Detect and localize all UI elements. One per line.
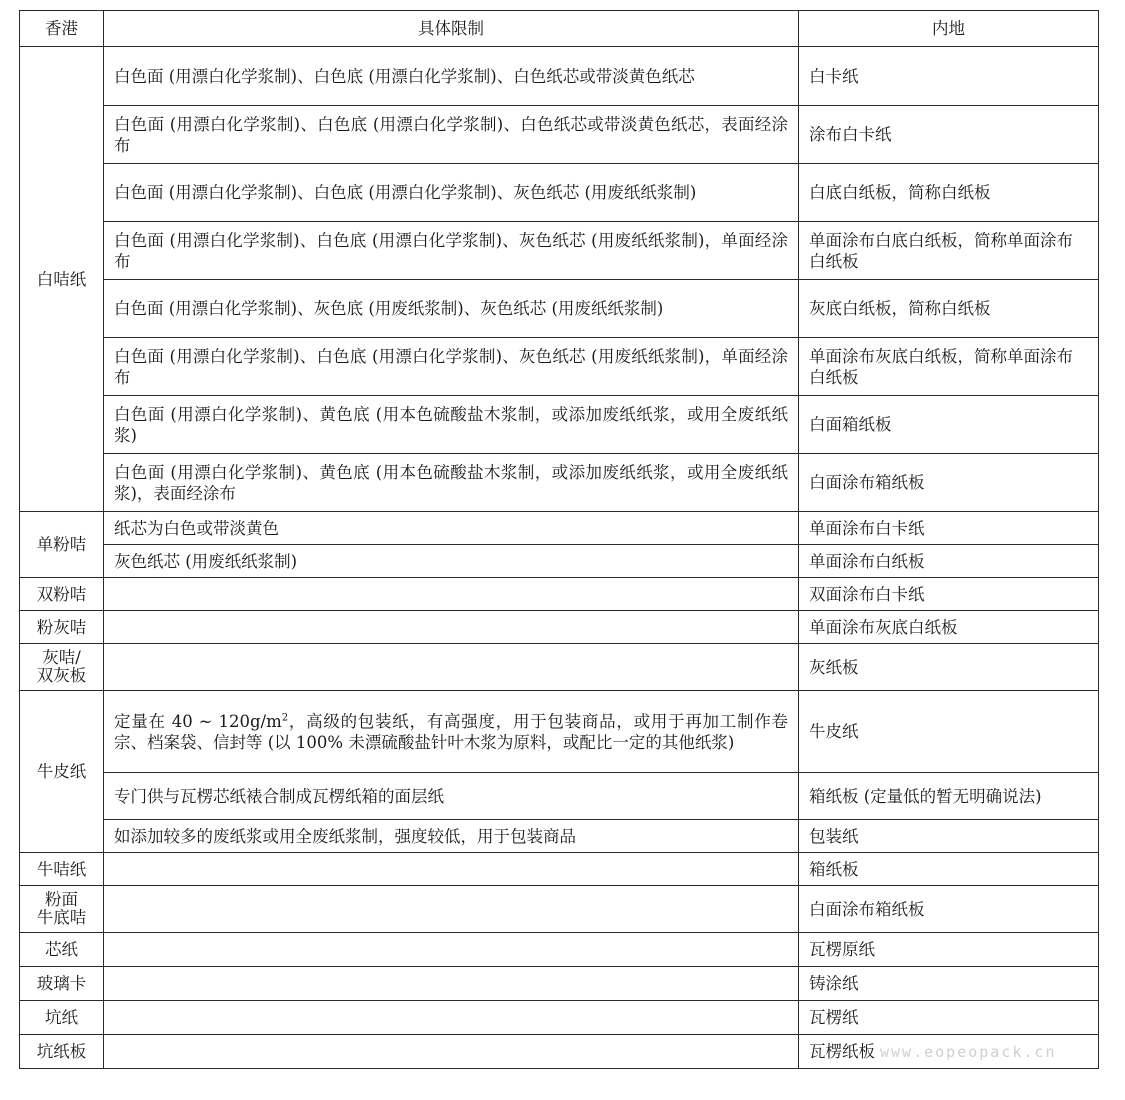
- table-row: [20, 47, 1099, 106]
- restriction-cell: 灰色纸芯 (用废纸纸浆制): [104, 545, 799, 578]
- paper-terminology-table: [19, 10, 1099, 1069]
- restriction-cell: 白色面 (用漂白化学浆制)、黄色底 (用本色硫酸盐木浆制，或添加废纸纸浆，或用全废纸纸浆)，表面经涂布: [104, 454, 799, 512]
- mainland-cell: 包装纸: [799, 820, 1099, 853]
- mainland-cell: 单面涂布灰底白纸板: [799, 611, 1099, 644]
- header-mainland: 内地: [799, 11, 1099, 47]
- hk-cell: 坑纸: [20, 1001, 104, 1035]
- table-row: [20, 454, 1099, 512]
- restriction-cell: [104, 933, 799, 967]
- hk-line: 牛底咭: [36, 908, 87, 927]
- mainland-cell: 单面涂布白底白纸板，简称单面涂布白纸板: [799, 222, 1099, 280]
- hk-cell-fenmian: [20, 886, 104, 933]
- mainland-cell: 单面涂布灰底白纸板，简称单面涂布白纸板: [799, 338, 1099, 396]
- header-restriction: 具体限制: [104, 11, 799, 47]
- restriction-cell: 白色面 (用漂白化学浆制)、白色底 (用漂白化学浆制)、灰色纸芯 (用废纸纸浆制)，单面经涂布: [104, 338, 799, 396]
- mainland-cell: 白底白纸板，简称白纸板: [799, 164, 1099, 222]
- table-row: [20, 933, 1099, 967]
- mainland-cell: 瓦楞原纸: [799, 933, 1099, 967]
- table-row: [20, 611, 1099, 644]
- mainland-cell: 铸涂纸: [799, 967, 1099, 1001]
- mainland-cell: 双面涂布白卡纸: [799, 578, 1099, 611]
- table-row: [20, 578, 1099, 611]
- mainland-cell: 瓦楞纸: [799, 1001, 1099, 1035]
- group-cell-niupi: 牛皮纸: [20, 691, 104, 853]
- mainland-cell: 瓦楞纸板: [799, 1035, 1099, 1069]
- restriction-cell: [104, 578, 799, 611]
- hk-cell: 芯纸: [20, 933, 104, 967]
- hk-cell: 坑纸板: [20, 1035, 104, 1069]
- table-row: [20, 967, 1099, 1001]
- group-cell-danfen: 单粉咭: [20, 512, 104, 578]
- hk-line: 双灰板: [36, 666, 87, 685]
- mainland-cell: 白面箱纸板: [799, 396, 1099, 454]
- mainland-cell: 白卡纸: [799, 47, 1099, 106]
- restriction-cell: 白色面 (用漂白化学浆制)、白色底 (用漂白化学浆制)、白色纸芯或带淡黄色纸芯: [104, 47, 799, 106]
- mainland-cell: 箱纸板 (定量低的暂无明确说法): [799, 773, 1099, 820]
- restriction-cell: 白色面 (用漂白化学浆制)、白色底 (用漂白化学浆制)、灰色纸芯 (用废纸纸浆制)，单面经涂布: [104, 222, 799, 280]
- table-row: [20, 164, 1099, 222]
- hk-cell-huijie: [20, 644, 104, 691]
- table-row: [20, 106, 1099, 164]
- restriction-cell: [104, 611, 799, 644]
- restriction-cell: [104, 644, 799, 691]
- group-cell-baitie: 白咭纸: [20, 47, 104, 512]
- table-row: [20, 853, 1099, 886]
- table-row: [20, 1001, 1099, 1035]
- table-row: [20, 280, 1099, 338]
- mainland-cell: 涂布白卡纸: [799, 106, 1099, 164]
- mainland-cell: 单面涂布白卡纸: [799, 512, 1099, 545]
- mainland-cell: 灰底白纸板，简称白纸板: [799, 280, 1099, 338]
- restriction-cell: 白色面 (用漂白化学浆制)、白色底 (用漂白化学浆制)、白色纸芯或带淡黄色纸芯，表面经涂布: [104, 106, 799, 164]
- restriction-cell: [104, 1035, 799, 1069]
- header-hk: 香港: [20, 11, 104, 47]
- header-row: [20, 11, 1099, 47]
- hk-cell: 玻璃卡: [20, 967, 104, 1001]
- restriction-cell: 专门供与瓦楞芯纸裱合制成瓦楞纸箱的面层纸: [104, 773, 799, 820]
- table-row: [20, 396, 1099, 454]
- table-row: [20, 512, 1099, 545]
- table-row: [20, 644, 1099, 691]
- restriction-cell: [104, 967, 799, 1001]
- restriction-cell: [104, 853, 799, 886]
- restriction-cell: 如添加较多的废纸浆或用全废纸浆制，强度较低，用于包装商品: [104, 820, 799, 853]
- table-row: [20, 338, 1099, 396]
- hk-cell: 双粉咭: [20, 578, 104, 611]
- mainland-cell: 牛皮纸: [799, 691, 1099, 773]
- restriction-text: ，高级的包装纸，有高强度，用于包装商品，或用于再加工制作卷宗、档案袋、信封等 (以 100% 未漂硫酸盐针叶木浆为原料，或配比一定的其他纸浆): [114, 711, 788, 752]
- restriction-cell: 白色面 (用漂白化学浆制)、黄色底 (用本色硫酸盐木浆制，或添加废纸纸浆，或用全废纸纸浆): [104, 396, 799, 454]
- mainland-cell: 箱纸板: [799, 853, 1099, 886]
- hk-cell: 粉灰咭: [20, 611, 104, 644]
- table-row: [20, 773, 1099, 820]
- hk-line: 灰咭/: [42, 648, 81, 667]
- mainland-cell: 单面涂布白纸板: [799, 545, 1099, 578]
- restriction-cell: 白色面 (用漂白化学浆制)、白色底 (用漂白化学浆制)、灰色纸芯 (用废纸纸浆制): [104, 164, 799, 222]
- table-row: [20, 820, 1099, 853]
- restriction-cell: [104, 886, 799, 933]
- restriction-text: 定量在 40 ~ 120g/m: [114, 711, 282, 731]
- mainland-cell: 白面涂布箱纸板: [799, 886, 1099, 933]
- restriction-cell: 白色面 (用漂白化学浆制)、灰色底 (用废纸浆制)、灰色纸芯 (用废纸纸浆制): [104, 280, 799, 338]
- restriction-cell: [104, 691, 799, 773]
- restriction-cell: 纸芯为白色或带淡黄色: [104, 512, 799, 545]
- table-row: [20, 545, 1099, 578]
- hk-cell: 牛咭纸: [20, 853, 104, 886]
- site-watermark: www.eopeopack.cn: [880, 1043, 1057, 1061]
- mainland-cell: 灰纸板: [799, 644, 1099, 691]
- table-row: [20, 222, 1099, 280]
- table-row: [20, 691, 1099, 773]
- table-row: [20, 886, 1099, 933]
- restriction-cell: [104, 1001, 799, 1035]
- superscript: 2: [281, 712, 289, 723]
- mainland-cell: 白面涂布箱纸板: [799, 454, 1099, 512]
- hk-line: 粉面: [45, 890, 78, 909]
